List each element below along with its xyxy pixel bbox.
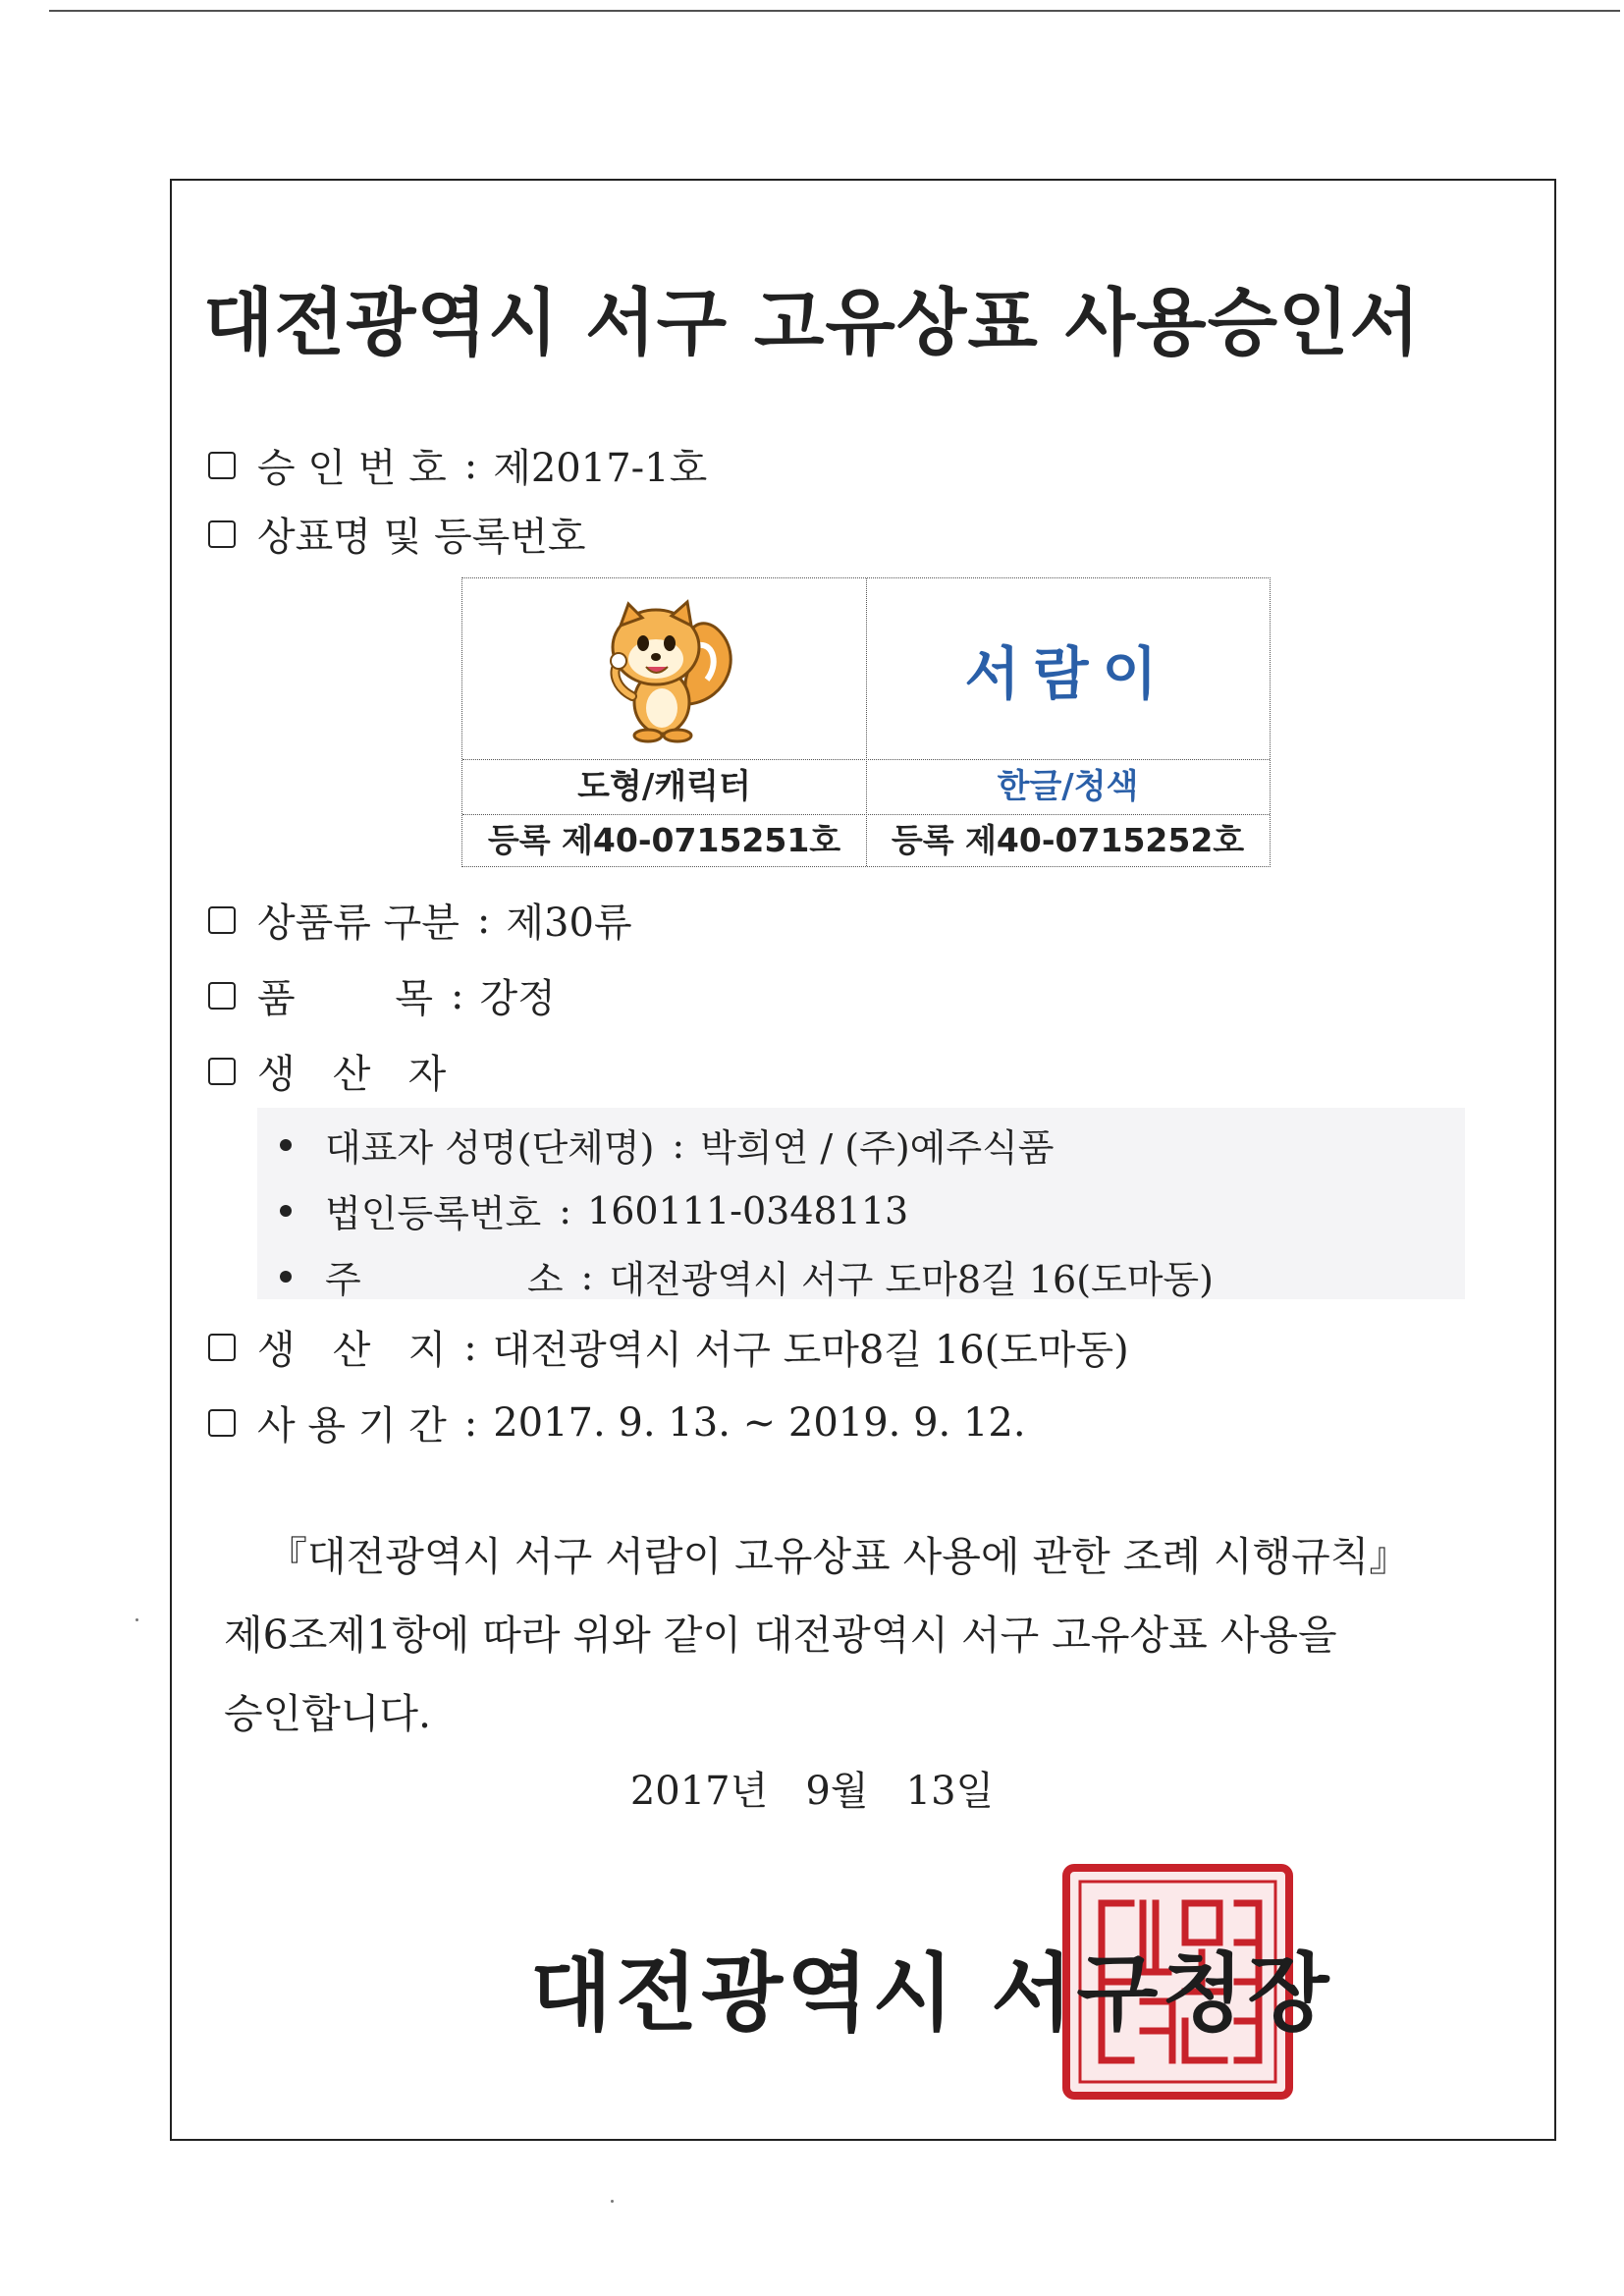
body-line: 제6조제1항에 따라 위와 같이 대전광역시 서구 고유상표 사용을 xyxy=(224,1612,1337,1659)
production-site-label: 생 산 지 xyxy=(257,1328,447,1373)
bullet-dot-icon xyxy=(280,1205,292,1217)
producer-detail-label: 법인등록번호 xyxy=(325,1192,542,1235)
colon: : xyxy=(672,1122,685,1167)
production-site-row xyxy=(208,1319,1129,1375)
left-registration-number: 등록 제40-0715251호 xyxy=(487,821,841,859)
usage-period-row xyxy=(208,1394,1026,1450)
scan-speck xyxy=(135,1618,138,1621)
producer-detail-value: 대전광역시 서구 도마8길 16(도마동) xyxy=(609,1258,1214,1301)
squirrel-mascot-icon xyxy=(581,586,748,753)
producer-detail-row xyxy=(280,1249,1214,1303)
production-site-value: 대전광역시 서구 도마8길 16(도마동) xyxy=(492,1328,1129,1373)
colon: : xyxy=(463,442,478,488)
bullet-dot-icon xyxy=(280,1271,292,1283)
checkbox-icon xyxy=(208,520,236,548)
checkbox-icon xyxy=(208,452,236,479)
usage-period-label: 사 용 기 간 xyxy=(257,1403,447,1449)
producer-detail-label: 대표자 성명(단체명) xyxy=(325,1126,655,1170)
trademark-heading: 상표명 및 등록번호 xyxy=(257,515,586,560)
goods-class-value: 제30류 xyxy=(506,901,632,946)
producer-heading: 생 산 자 xyxy=(257,1052,447,1097)
goods-class-row xyxy=(208,892,632,948)
checkbox-icon xyxy=(208,982,236,1010)
checkbox-icon xyxy=(208,1058,236,1085)
scan-speck xyxy=(611,2200,614,2203)
colon: : xyxy=(559,1188,572,1232)
colon: : xyxy=(476,897,491,943)
producer-detail-value: 160111-0348113 xyxy=(587,1188,909,1232)
issuer-name: 대전광역시 서구청장 xyxy=(530,1944,1333,2043)
goods-class-label: 상품류 구분 xyxy=(257,901,460,946)
producer-detail-value: 박희연 / (주)예주식품 xyxy=(700,1126,1055,1170)
wordmark-cell xyxy=(866,578,1270,759)
item-value: 강정 xyxy=(479,976,556,1021)
issue-date: 2017년 9월 13일 xyxy=(629,1769,995,1814)
item-row xyxy=(208,967,556,1023)
right-type-label: 한글/청색 xyxy=(997,767,1139,806)
colon: : xyxy=(451,972,464,1018)
checkbox-icon xyxy=(208,906,236,934)
item-label: 품 목 xyxy=(257,976,433,1021)
right-registration-number: 등록 제40-0715252호 xyxy=(891,821,1245,859)
trademark-heading-row xyxy=(208,506,586,562)
body-line: 승인합니다. xyxy=(224,1690,432,1737)
approval-number-label: 승 인 번 호 xyxy=(257,446,447,491)
bullet-dot-icon xyxy=(280,1139,292,1151)
approval-number-value: 제2017-1호 xyxy=(493,446,708,491)
trademark-table xyxy=(461,577,1271,867)
checkbox-icon xyxy=(208,1334,236,1361)
producer-heading-row xyxy=(208,1043,446,1099)
wordmark-text: 서람이 xyxy=(964,640,1171,707)
producer-detail-row xyxy=(280,1183,908,1237)
producer-detail-row xyxy=(280,1118,1055,1172)
mascot-cell xyxy=(462,578,866,759)
scan-edge-line xyxy=(49,10,1620,12)
usage-period-value: 2017. 9. 13. ~ 2019. 9. 12. xyxy=(493,1399,1026,1446)
document-title: 대전광역시 서구 고유상표 사용승인서 xyxy=(202,281,1422,365)
producer-detail-label: 주 소 xyxy=(325,1258,564,1301)
colon: : xyxy=(463,1324,477,1370)
body-line: 『대전광역시 서구 서람이 고유상표 사용에 관한 조례 시행규칙』 xyxy=(267,1533,1410,1580)
colon: : xyxy=(580,1254,594,1298)
colon: : xyxy=(463,1399,478,1446)
checkbox-icon xyxy=(208,1409,236,1437)
left-type-label: 도형/캐릭터 xyxy=(577,767,751,806)
approval-number-row xyxy=(208,437,707,493)
